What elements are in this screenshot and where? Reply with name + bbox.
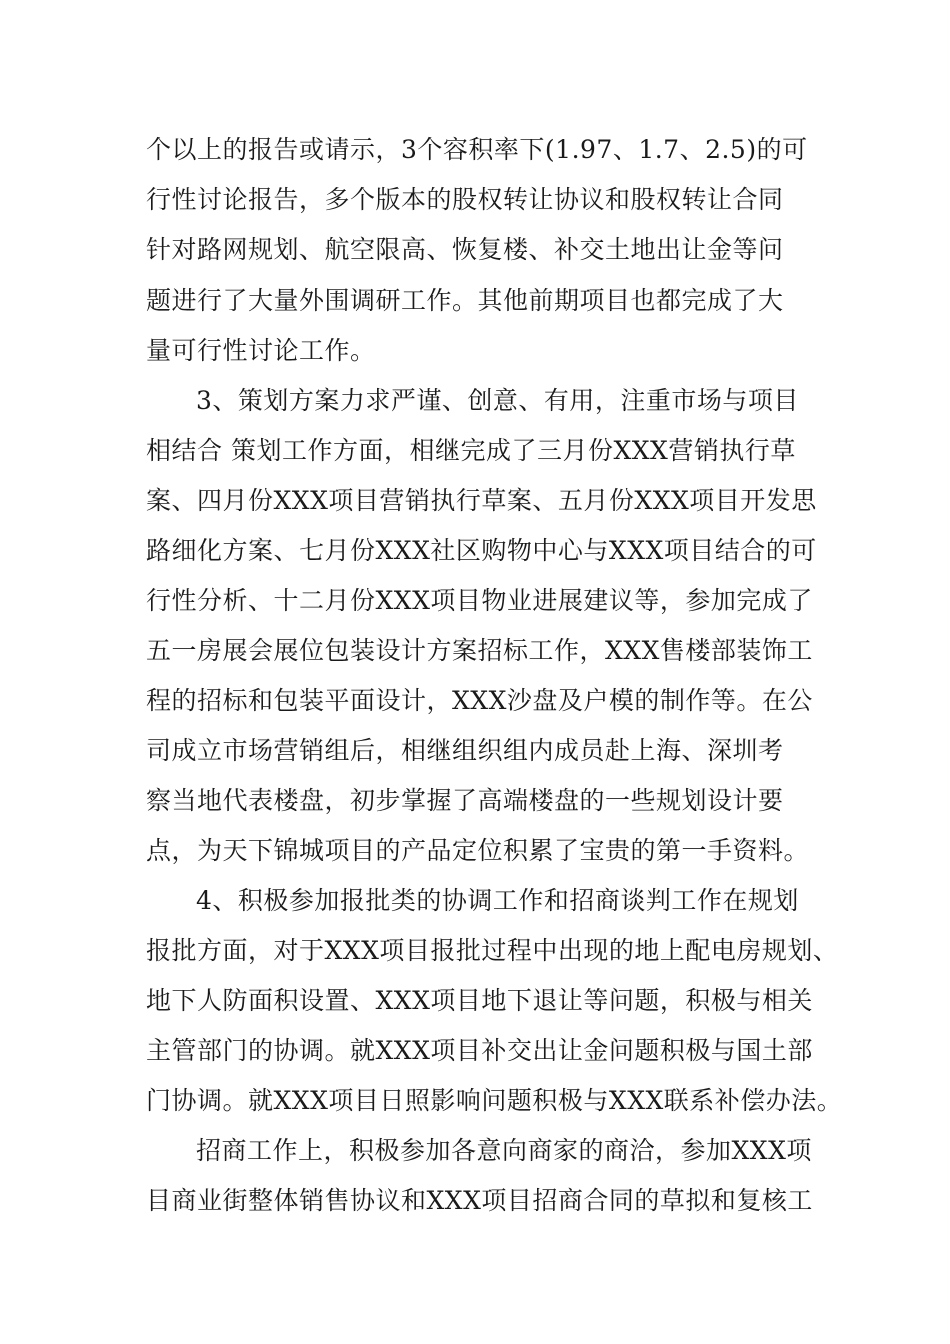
text-line: 案、四月份XXX项目营销执行草案、五月份XXX项目开发思 [146, 486, 817, 515]
text-line: 门协调。就XXX项目日照影响问题积极与XXX联系补偿办法。 [146, 1086, 843, 1115]
text-line: 相结合 策划工作方面，相继完成了三月份XXX营销执行草 [146, 436, 796, 465]
paragraph-start-line: 招商工作上，积极参加各意向商家的商洽，参加XXX项 [196, 1136, 812, 1165]
text-line: 题进行了大量外围调研工作。其他前期项目也都完成了大 [146, 286, 784, 315]
text-line: 司成立市场营销组后，相继组织组内成员赴上海、深圳考 [146, 736, 784, 765]
text-line: 五一房展会展位包装设计方案招标工作，XXX售楼部装饰工 [146, 636, 813, 665]
text-line: 行性分析、十二月份XXX项目物业进展建议等，参加完成了 [146, 586, 813, 615]
text-line: 量可行性讨论工作。 [146, 336, 376, 365]
text-line: 路细化方案、七月份XXX社区购物中心与XXX项目结合的可 [146, 536, 817, 565]
text-line: 地下人防面积设置、XXX项目地下退让等问题，积极与相关 [146, 986, 813, 1015]
text-line: 主管部门的协调。就XXX项目补交出让金问题积极与国土部 [146, 1036, 813, 1065]
text-line: 针对路网规划、航空限高、恢复楼、补交土地出让金等问 [146, 235, 784, 264]
text-line: 行性讨论报告，多个版本的股权转让协议和股权转让合同 [146, 185, 784, 214]
paragraph-start-line: 3、策划方案力求严谨、创意、有用，注重市场与项目 [196, 386, 799, 415]
text-line: 程的招标和包装平面设计，XXX沙盘及户模的制作等。在公 [146, 686, 813, 715]
text-line: 点，为天下锦城项目的产品定位积累了宝贵的第一手资料。 [146, 836, 810, 865]
text-line: 察当地代表楼盘，初步掌握了高端楼盘的一些规划设计要 [146, 786, 784, 815]
text-line: 目商业街整体销售协议和XXX项目招商合同的草拟和复核工 [146, 1186, 813, 1215]
text-line: 个以上的报告或请示，3个容积率下(1.97、1.7、2.5)的可 [146, 135, 808, 164]
paragraph-start-line: 4、积极参加报批类的协调工作和招商谈判工作在规划 [196, 886, 799, 915]
text-line: 报批方面，对于XXX项目报批过程中出现的地上配电房规划、 [146, 936, 839, 965]
